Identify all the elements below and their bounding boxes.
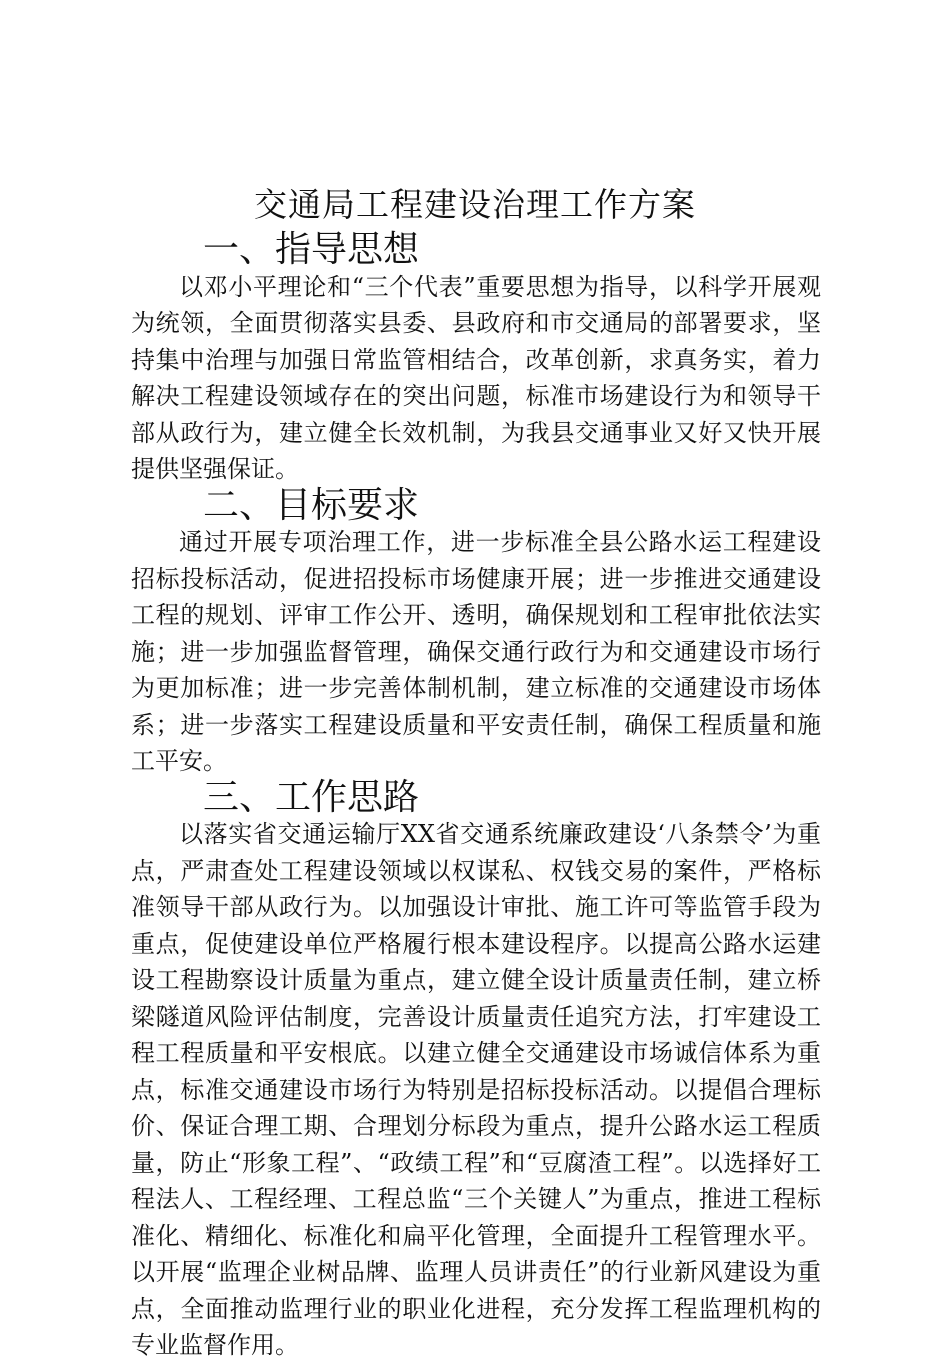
section-paragraph-objectives: 通过开展专项治理工作，进一步标准全县公路水运工程建设招标投标活动，促进招投标市场健康开展；进一步推进交通建设工程的规划、评审工作公开、透明，确保规划和工程审批依法实施；进一步加强监督管理，确保交通行政行为和交通建设市场行为更加标准；进一步完善体制机制，建立标准的交通建设市场体系；进一步落实工程建设质量和平安责任制，确保工程质量和施工平安。 (131, 528, 821, 775)
section-heading-objectives: 二、目标要求 (203, 484, 420, 526)
document-title: 交通局工程建设治理工作方案 (254, 185, 696, 224)
section-heading-work-approach: 三、工作思路 (203, 776, 420, 818)
document-body (131, 229, 821, 1364)
section-paragraph-work-approach: 以落实省交通运输厅XX省交通系统廉政建设‘八条禁令’为重点，严肃查处工程建设领域以权谋私、权钱交易的案件，严格标准领导干部从政行为。以加强设计审批、施工许可等监管手段为重点，促使建设单位严格履行根本建设程序。以提高公路水运建设工程勘察设计质量为重点，建立健全设计质量责任制，建立桥梁隧道风险评估制度，完善设计质量责任追究方法，打牢建设工程工程质量和平安根底。以建立健全交通建设市场诚信体系为重点，标准交通建设市场行为特别是招标投标活动。以提倡合理标价、保证合理工期、合理划分标段为重点，提升公路水运工程质量，防止“形象工程”、“政绩工程”和“豆腐渣工程”。以选择好工程法人、工程经理、工程总监“三个关键人”为重点，推进工程标准化、精细化、标准化和扁平化管理，全面提升工程管理水平。以开展“监理企业树品牌、监理人员讲责任”的行业新风建设为重点，全面推动监理行业的职业化进程，充分发挥工程监理机构的专业监督作用。 (131, 820, 821, 1359)
section-paragraph-guiding-ideology: 以邓小平理论和“三个代表”重要思想为指导，以科学开展观为统领，全面贯彻落实县委、县政府和市交通局的部署要求，坚持集中治理与加强日常监管相结合，改革创新，求真务实，着力解决工程建设领域存在的突出问题，标准市场建设行为和领导干部从政行为，建立健全长效机制，为我县交通事业又好又快开展提供坚强保证。 (131, 272, 821, 483)
section-heading-guiding-ideology: 一、指导思想 (203, 229, 420, 270)
